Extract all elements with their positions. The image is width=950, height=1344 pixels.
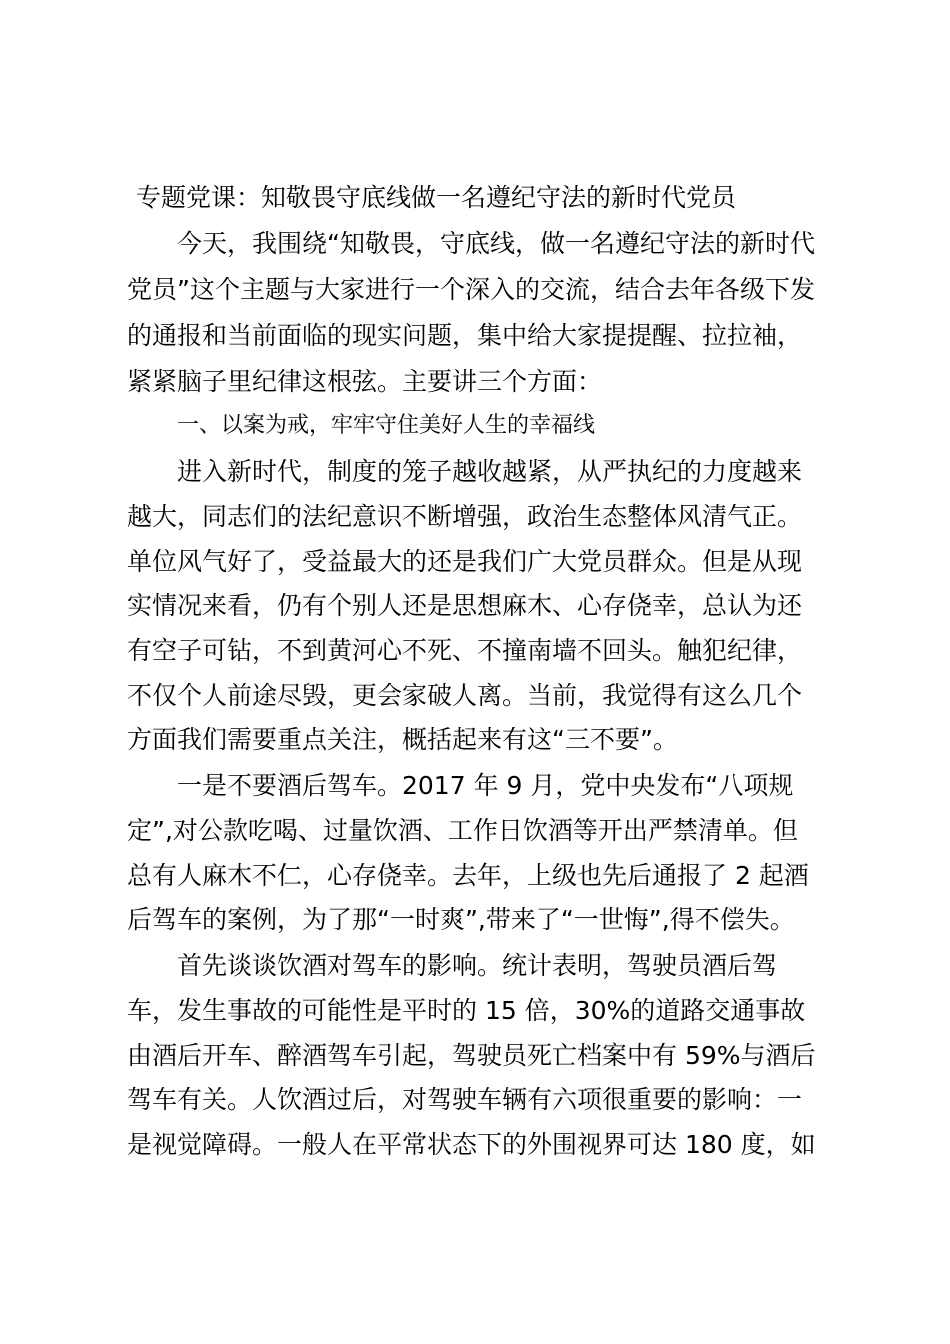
paragraph-line: 驾车有关。人饮酒过后，对驾驶车辆有六项很重要的影响：一 (127, 1085, 803, 1114)
paragraph-line: 定”,对公款吃喝、过量饮酒、工作日饮酒等开出严禁清单。但 (127, 816, 798, 845)
paragraph-line: 一是不要酒后驾车。2017 年 9 月，党中央发布“八项规 (177, 771, 794, 800)
paragraph-line: 方面我们需要重点关注，概括起来有这“三不要”。 (127, 725, 678, 754)
document-title: 专题党课：知敬畏守底线做一名遵纪守法的新时代党员 (136, 183, 737, 212)
paragraph-line: 总有人麻木不仁，心存侥幸。去年，上级也先后通报了 2 起酒 (127, 861, 809, 890)
paragraph-line: 由酒后开车、醉酒驾车引起，驾驶员死亡档案中有 59%与酒后 (127, 1041, 816, 1070)
paragraph-line: 后驾车的案例，为了那“一时爽”,带来了“一世悔”,得不偿失。 (127, 905, 795, 934)
paragraph-line: 的通报和当前面临的现实问题，集中给大家提提醒、拉拉袖， (127, 321, 803, 350)
section-heading: 一、以案为戒，牢牢守住美好人生的幸福线 (177, 413, 596, 438)
paragraph-line: 车，发生事故的可能性是平时的 15 倍，30%的道路交通事故 (127, 996, 806, 1025)
paragraph-line: 首先谈谈饮酒对驾车的影响。统计表明，驾驶员酒后驾 (177, 951, 778, 980)
paragraph-line: 单位风气好了，受益最大的还是我们广大党员群众。但是从现 (127, 547, 803, 576)
paragraph-line: 党员”这个主题与大家进行一个深入的交流，结合去年各级下发 (127, 275, 815, 304)
paragraph-line: 有空子可钻，不到黄河心不死、不撞南墙不回头。触犯纪律， (127, 636, 803, 665)
paragraph-line: 今天，我围绕“知敬畏，守底线，做一名遵纪守法的新时代 (177, 229, 815, 258)
paragraph-line: 越大，同志们的法纪意识不断增强，政治生态整体风清气正。 (127, 502, 803, 531)
paragraph-line: 紧紧脑子里纪律这根弦。主要讲三个方面： (127, 367, 603, 396)
paragraph-line: 不仅个人前途尽毁，更会家破人离。当前，我觉得有这么几个 (127, 681, 803, 710)
paragraph-line: 实情况来看，仍有个别人还是思想麻木、心存侥幸，总认为还 (127, 591, 803, 620)
paragraph-line: 进入新时代，制度的笼子越收越紧，从严执纪的力度越来 (177, 457, 803, 486)
paragraph-line: 是视觉障碍。一般人在平常状态下的外围视界可达 180 度，如 (127, 1130, 816, 1159)
